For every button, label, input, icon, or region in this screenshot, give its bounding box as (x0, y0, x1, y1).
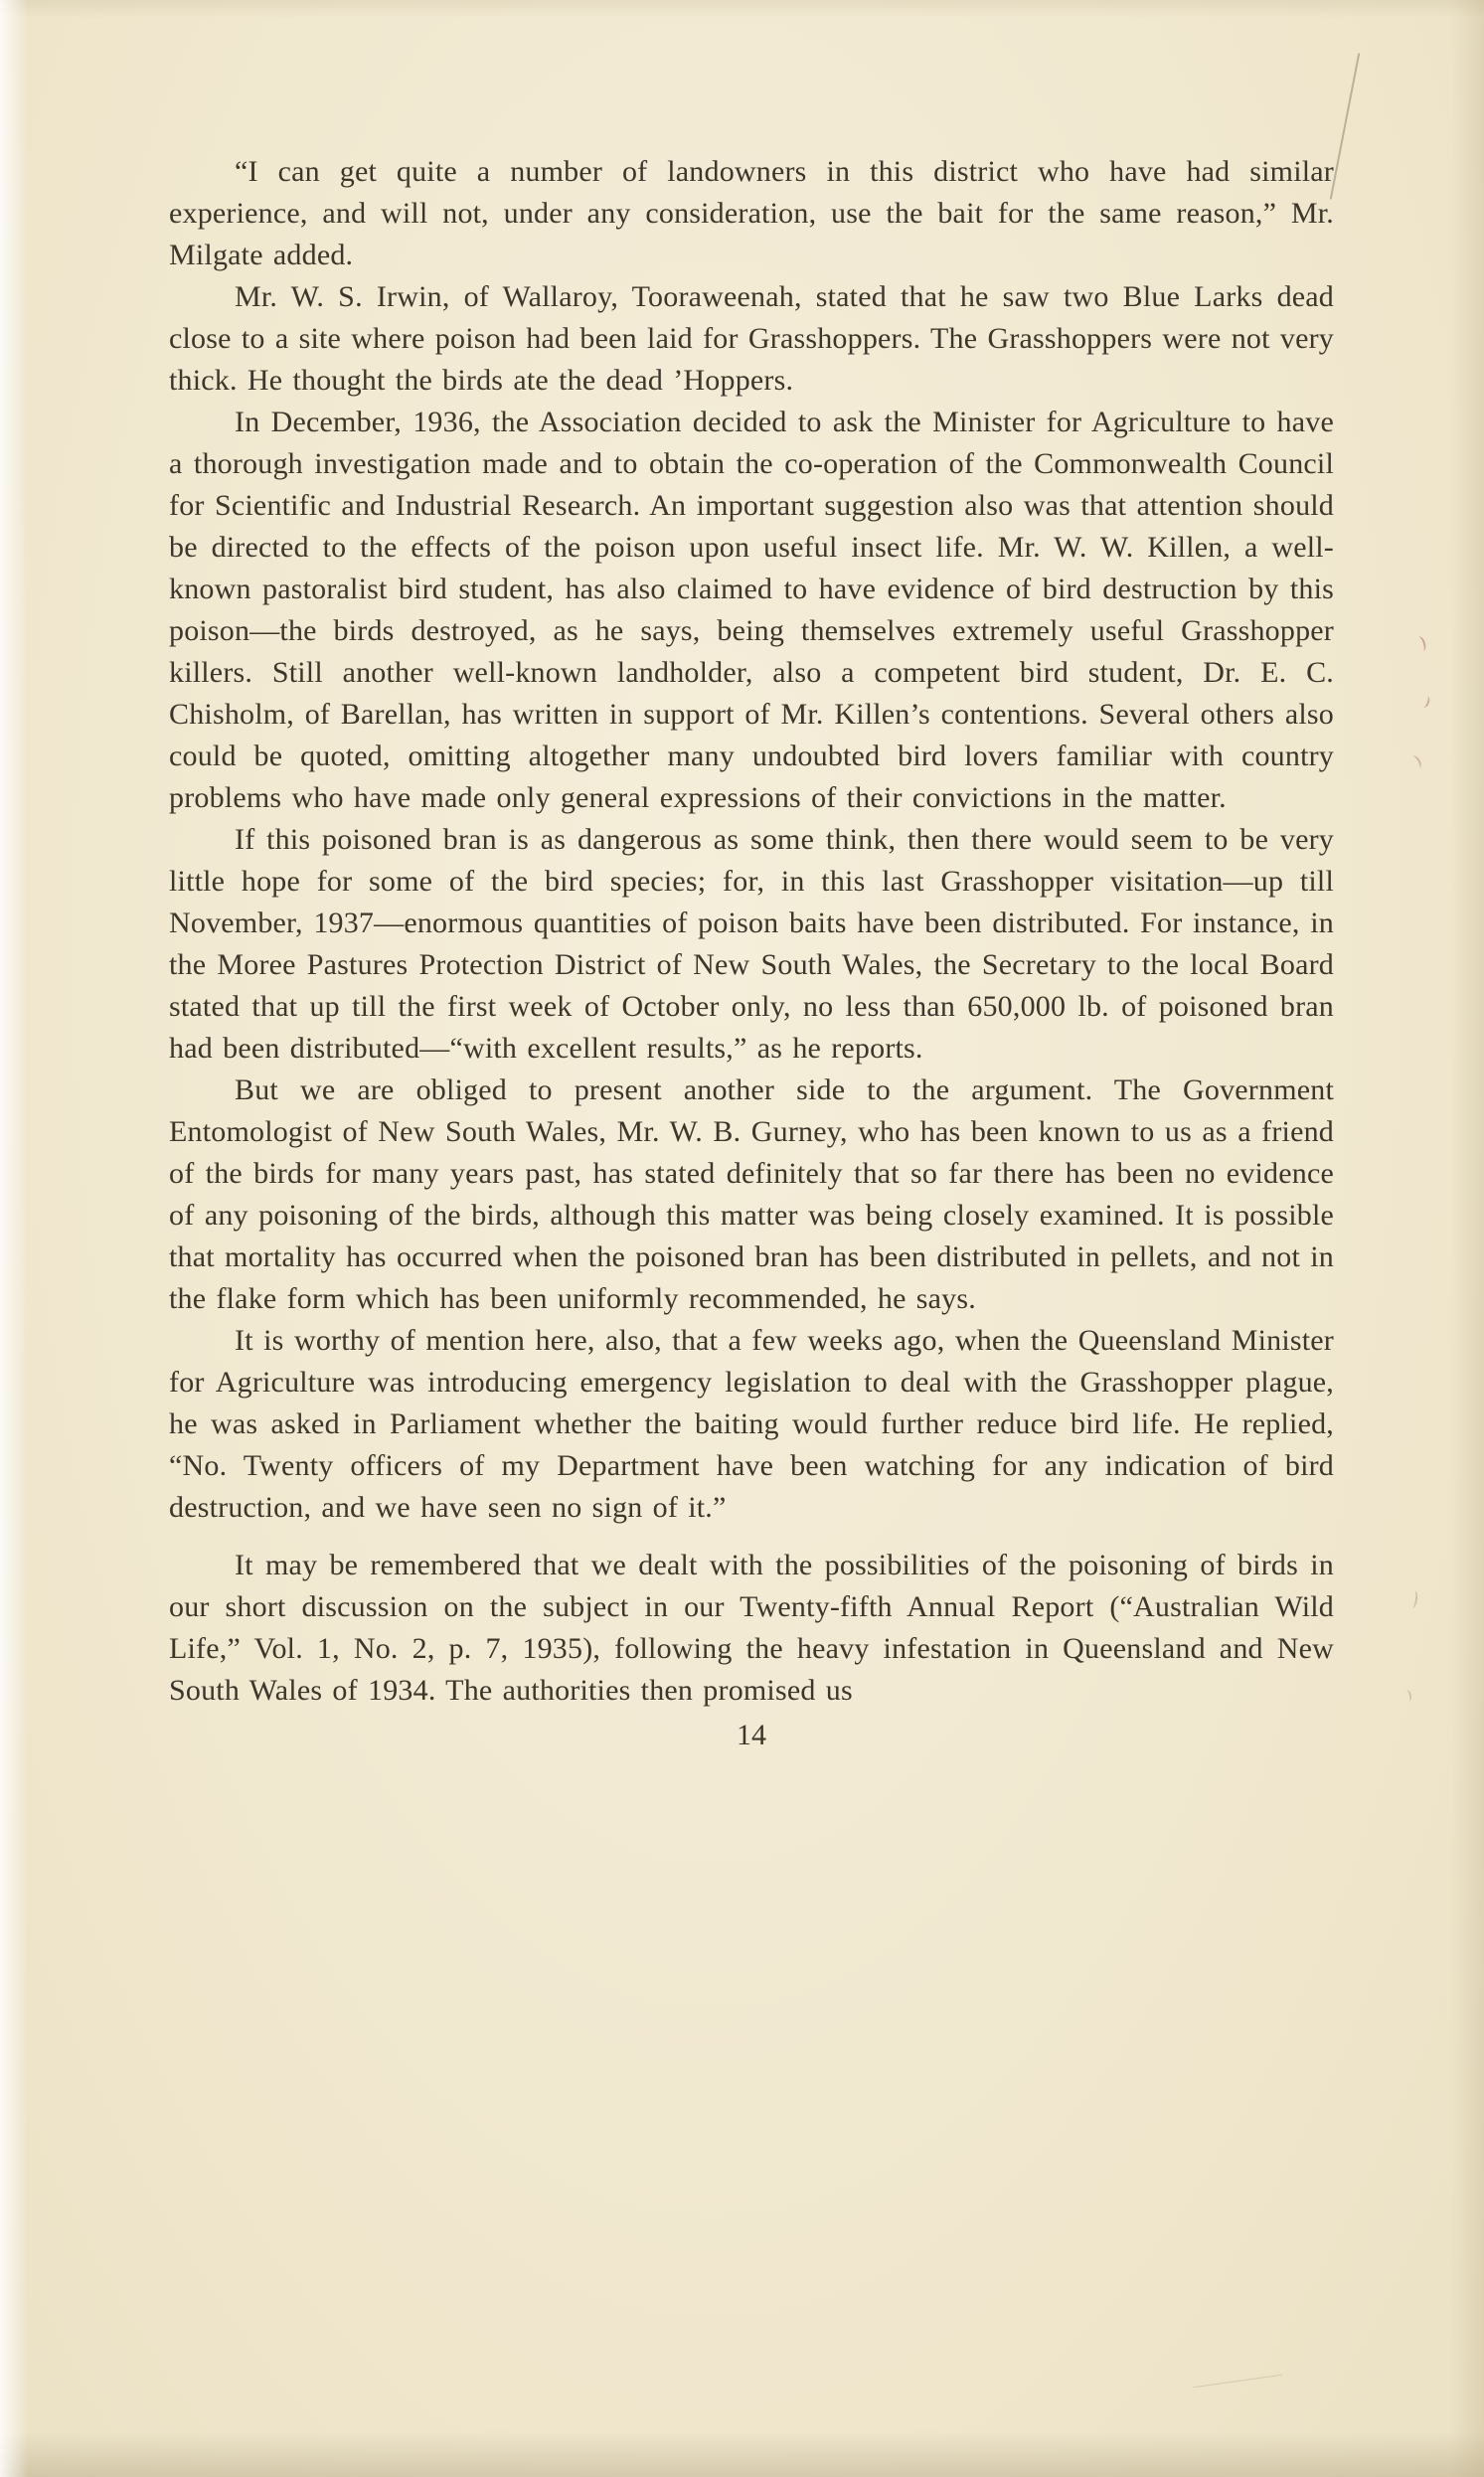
scan-scratch-bottom (1193, 2375, 1281, 2389)
scan-mark (1419, 695, 1431, 709)
page-number: 14 (737, 1719, 766, 1751)
text-block (169, 151, 1334, 1756)
scan-mark (1413, 635, 1427, 653)
scan-mark (1408, 1590, 1418, 1609)
paragraph-association-investigation: In December, 1936, the Association decided to ask the Minister for Agriculture to have a thorough investigation made and to obtain the co-operation of the Commonwealth Council for Scientific and Industrial Research. An important suggestion also was that attention should be directed to the effects of the poison upon useful insect life. Mr. W. W. Killen, a well-known pastoralist bird student, has also claimed to have evidence of bird destruction by this poison—the birds destroyed, as he says, being themselves extremely useful Grasshopper killers. Still another well-known landholder, also a competent bird student, Dr. E. C. Chisholm, of Barellan, has written in support of Mr. Killen’s contentions. Several others also could be quoted, omitting altogether many undoubted bird lovers familiar with country problems who have made only general expressions of their convictions in the matter. (169, 406, 1334, 814)
paragraph-poisoned-bran: If this poisoned bran is as dangerous as some think, then there would seem to be very little hope for some of the bird species; for, in this last Grasshopper visitation—up till November, 1937—enormous quantities of poison baits have been distributed. For instance, in the Moree Pastures Protection District of New South Wales, the Secretary to the local Board stated that up till the first week of October only, no less than 650,000 lb. of poisoned bran had been distributed—“with excellent results,” as he reports. (169, 823, 1334, 1065)
scan-scratch-top-right (1330, 53, 1361, 200)
scan-mark (1402, 1689, 1412, 1702)
paragraph-milgate: “I can get quite a number of landowners in this district who have had similar experience, and will not, under any consideration, use the bait for the same reason,” Mr. Milgate added. (169, 155, 1334, 271)
paragraph-annual-report: It may be remembered that we dealt with the possibilities of the poisoning of birds in our short discussion on the subject in our Twenty-fifth Annual Report (“Australian Wild Life,” Vol. 1, No. 2, p. 7, 1935), following the heavy infestation in Queensland and New South Wales of 1934. The authorities then promised us (169, 1549, 1334, 1707)
scan-mark (1408, 754, 1423, 771)
paragraph-irwin: Mr. W. S. Irwin, of Wallaroy, Tooraweenah, stated that he saw two Blue Larks dead close to a site where poison had been laid for Grasshoppers. The Grasshoppers were not very thick. He thought the birds ate the dead ’Hoppers. (169, 280, 1334, 397)
paragraph-queensland-minister: It is worthy of mention here, also, that a few weeks ago, when the Queensland Minister for Agriculture was introducing emergency legislation to deal with the Grasshopper plague, he was asked in Parliament whether the baiting would further reduce bird life. He replied, “No. Twenty officers of my Department have been watching for any indication of bird destruction, and we have seen no sign of it.” (169, 1324, 1334, 1524)
paragraph-government-entomologist: But we are obliged to present another side to the argument. The Government Entomologist of New South Wales, Mr. W. B. Gurney, who has been known to us as a friend of the birds for many years past, has stated definitely that so far there has been no evidence of any poisoning of the birds, although this matter was being closely examined. It is possible that mortality has occurred when the poisoned bran has been distributed in pellets, and not in the flake form which has been uniformly recommended, he says. (169, 1073, 1334, 1315)
